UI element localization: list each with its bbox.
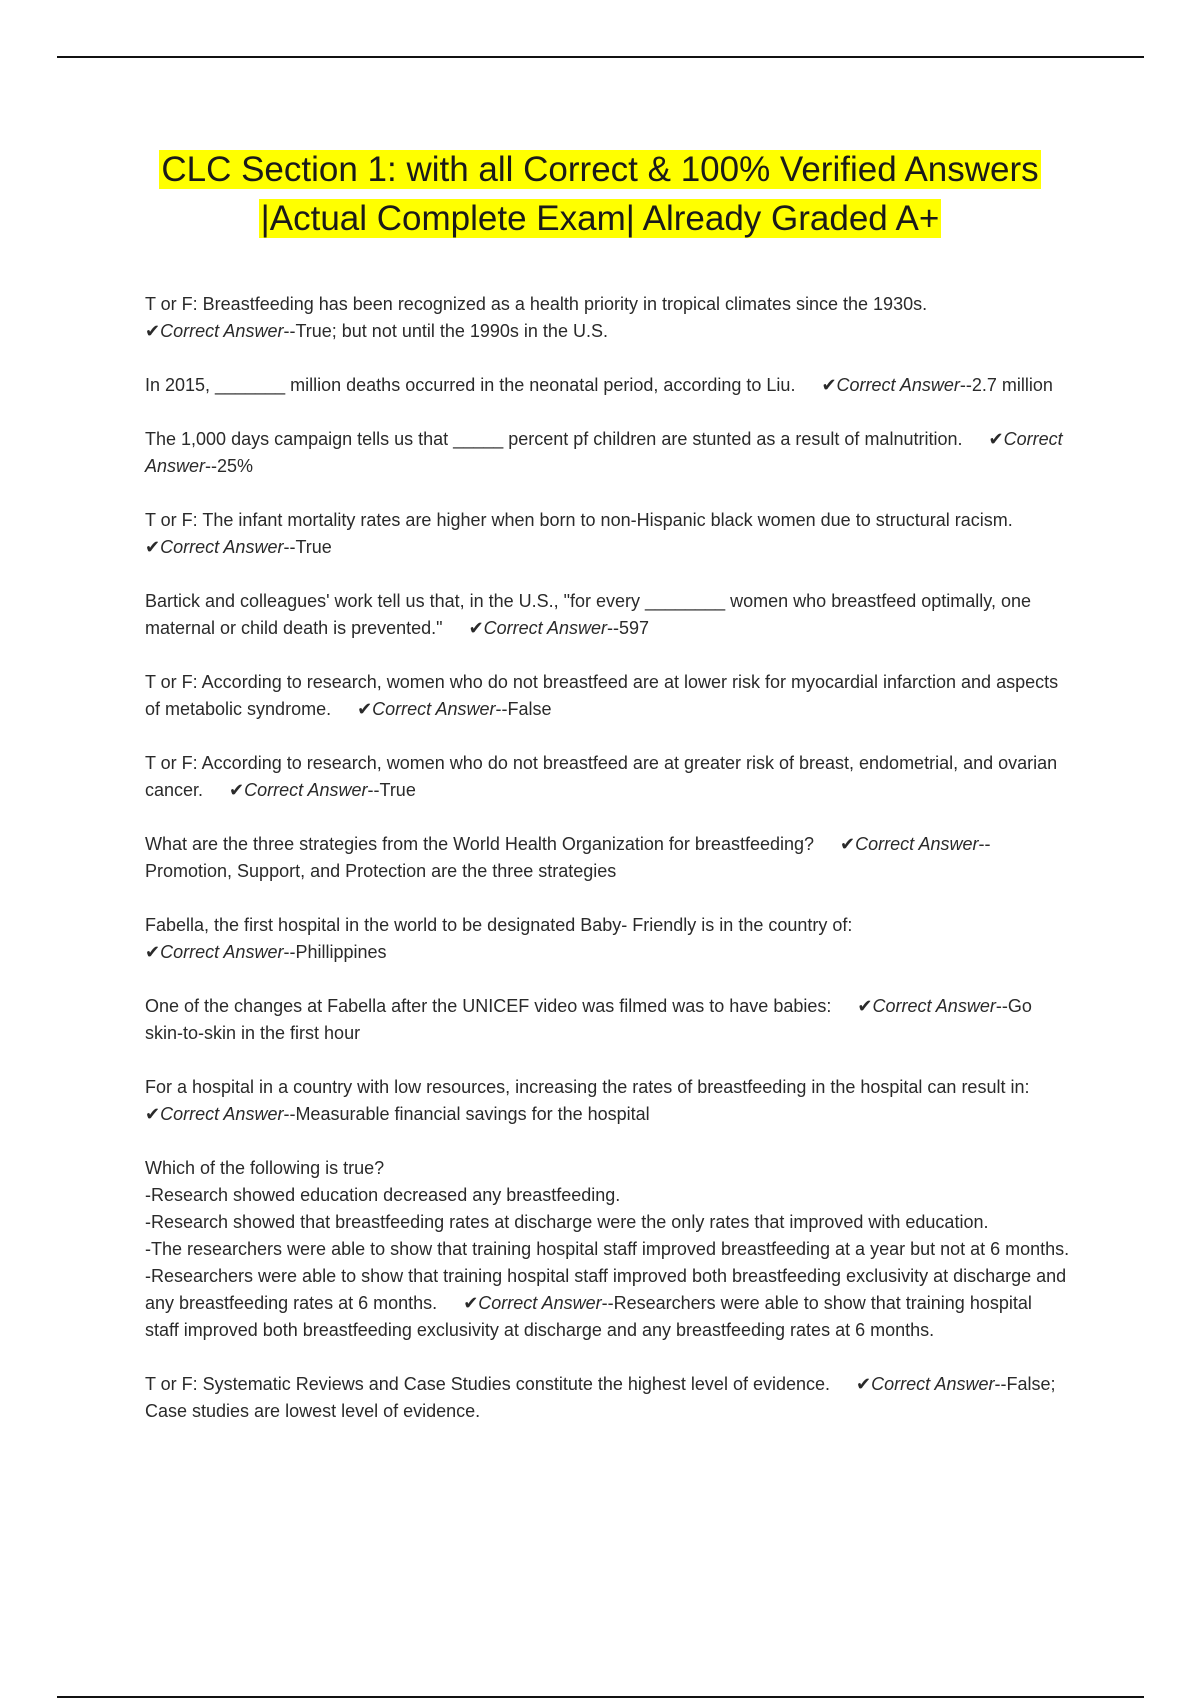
- answer-text: --Promotion, Support, and Protection are the three strategies: [145, 834, 991, 881]
- correct-answer-label: ✔Correct Answer: [145, 942, 284, 962]
- question-list: [145, 291, 1070, 1452]
- answer-text: --True: [367, 780, 416, 800]
- answer-text: --597: [607, 618, 650, 638]
- question-item: [145, 750, 1070, 804]
- title-line-1: CLC Section 1: with all Correct & 100% Verified Answers: [161, 150, 1039, 189]
- question-item: [145, 291, 1070, 345]
- correct-answer-label: ✔Correct Answer: [821, 375, 960, 395]
- question-text: T or F: The infant mortality rates are higher when born to non-Hispanic black women due to structural racism.: [145, 510, 1013, 530]
- question-text: T or F: According to research, women who do not breastfeed are at greater risk of breast, endometrial, and ovarian cancer.: [145, 753, 1058, 800]
- correct-answer-label: ✔Correct Answer: [145, 1104, 284, 1124]
- answer-text: --2.7 million: [959, 375, 1053, 395]
- question-item: [145, 426, 1070, 480]
- answer-text: --Measurable financial savings for the hospital: [283, 1104, 650, 1124]
- answer-text: --True: [283, 537, 332, 557]
- question-text: Which of the following is true?: [145, 1158, 385, 1178]
- answer-text: --True; but not until the 1990s in the U.S.: [283, 321, 608, 341]
- question-text: Bartick and colleagues' work tell us that, in the U.S., "for every ________ women who breastfeed optimally, one maternal or child death is prevented.": [145, 591, 1031, 638]
- document-title: [100, 145, 1100, 243]
- answer-text: --Go skin-to-skin in the first hour: [145, 996, 1032, 1043]
- question-item: [145, 912, 1070, 966]
- question-text: For a hospital in a country with low resources, increasing the rates of breastfeeding in the hospital can result in:: [145, 1077, 1030, 1097]
- question-item: [145, 831, 1070, 885]
- question-item: [145, 507, 1070, 561]
- answer-text: --False: [495, 699, 552, 719]
- question-text: One of the changes at Fabella after the UNICEF video was filmed was to have babies:: [145, 996, 832, 1016]
- question-text: Fabella, the first hospital in the world to be designated Baby- Friendly is in the country of:: [145, 915, 853, 935]
- answer-text: --Phillippines: [283, 942, 387, 962]
- correct-answer-label: ✔Correct Answer: [229, 780, 368, 800]
- question-text: T or F: Breastfeeding has been recognized as a health priority in tropical climates since the 1930s.: [145, 294, 928, 314]
- correct-answer-label: ✔Correct Answer: [463, 1293, 602, 1313]
- question-item: [145, 1074, 1070, 1128]
- answer-text: --Researchers were able to show that training hospital staff improved both breastfeeding exclusivity at discharge and any breastfeeding rates at 6 months.: [145, 1293, 1032, 1340]
- correct-answer-label: ✔Correct Answer: [357, 699, 496, 719]
- correct-answer-label: ✔Correct Answer: [857, 996, 996, 1016]
- title-line-2: |Actual Complete Exam| Already Graded A+: [260, 199, 940, 238]
- question-item: [145, 588, 1070, 642]
- correct-answer-label: ✔Correct Answer: [145, 429, 1063, 476]
- top-rule: [57, 56, 1144, 58]
- question-item: [145, 993, 1070, 1047]
- question-item: [145, 1155, 1070, 1344]
- question-text: In 2015, _______ million deaths occurred in the neonatal period, according to Liu.: [145, 375, 796, 395]
- bottom-rule: [57, 1696, 1144, 1698]
- correct-answer-label: ✔Correct Answer: [145, 537, 284, 557]
- question-item: [145, 372, 1070, 399]
- correct-answer-label: ✔Correct Answer: [856, 1374, 995, 1394]
- question-item: [145, 1371, 1070, 1425]
- question-text: -The researchers were able to show that training hospital staff improved breastfeeding at a year but not at 6 months.: [145, 1239, 1070, 1259]
- question-text: The 1,000 days campaign tells us that _____ percent pf children are stunted as a result of malnutrition.: [145, 429, 963, 449]
- question-text: -Research showed that breastfeeding rates at discharge were the only rates that improved with education.: [145, 1212, 989, 1232]
- question-text: -Research showed education decreased any breastfeeding.: [145, 1185, 621, 1205]
- correct-answer-label: ✔Correct Answer: [468, 618, 608, 638]
- question-item: [145, 669, 1070, 723]
- answer-text: --False; Case studies are lowest level of evidence.: [145, 1374, 1056, 1421]
- answer-text: --25%: [205, 456, 254, 476]
- correct-answer-label: ✔Correct Answer: [145, 321, 284, 341]
- question-text: -Researchers were able to show that training hospital staff improved both breastfeeding exclusivity at discharge and any breastfeeding rates at 6 months.: [145, 1266, 1067, 1313]
- question-text: T or F: Systematic Reviews and Case Studies constitute the highest level of evidence.: [145, 1374, 831, 1394]
- question-text: What are the three strategies from the World Health Organization for breastfeeding?: [145, 834, 815, 854]
- correct-answer-label: ✔Correct Answer: [840, 834, 979, 854]
- question-text: T or F: According to research, women who do not breastfeed are at lower risk for myocardial infarction and aspects of metabolic syndrome.: [145, 672, 1059, 719]
